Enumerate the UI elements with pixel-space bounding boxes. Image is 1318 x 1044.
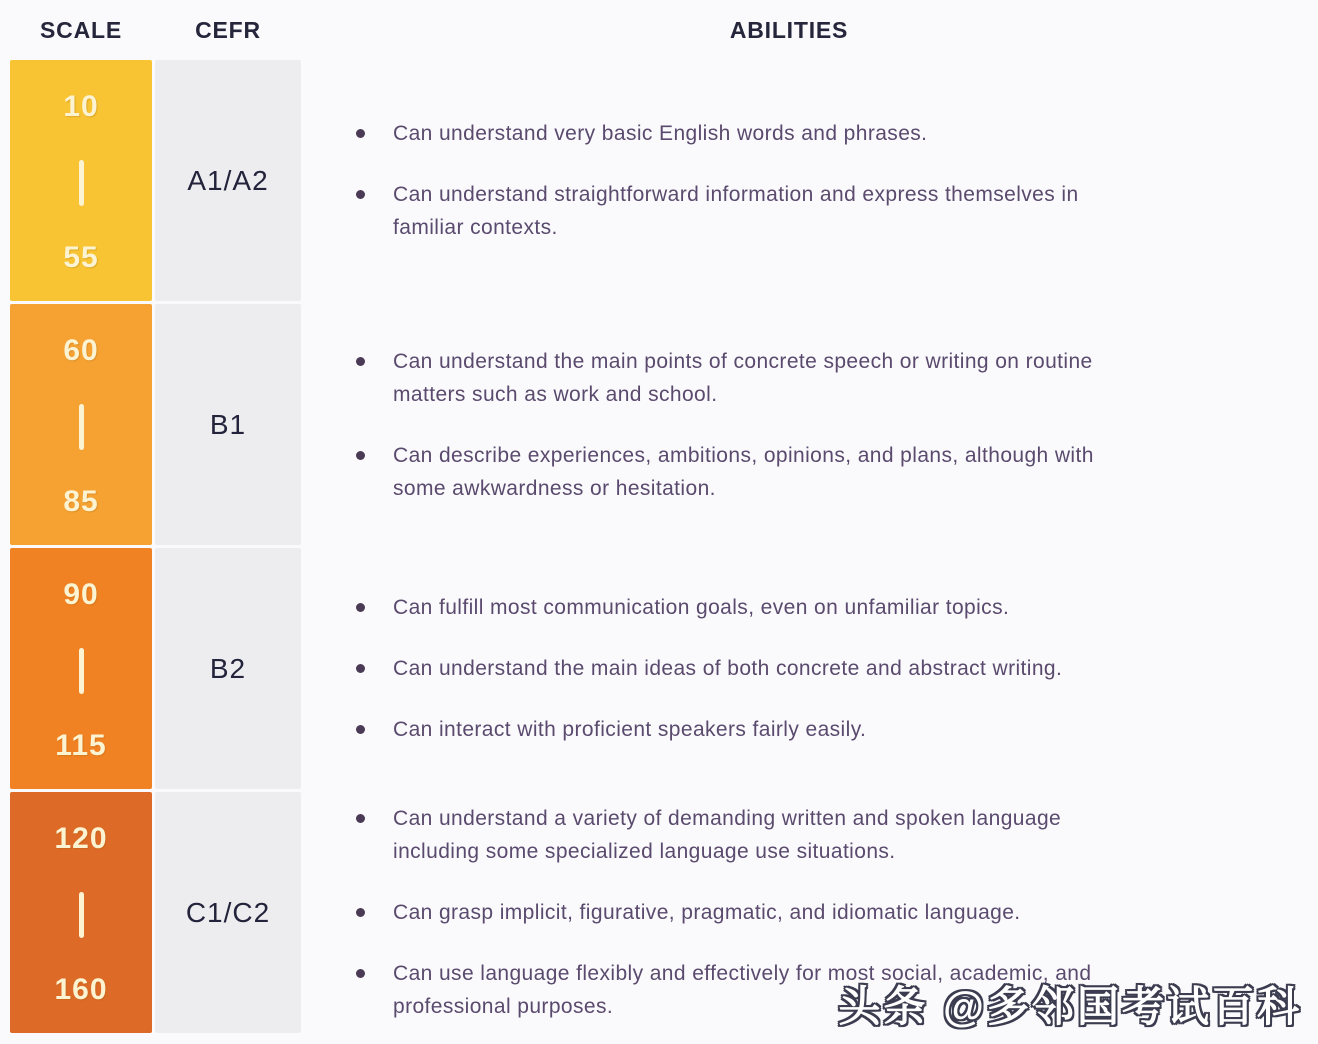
abilities-cell [304, 304, 1318, 545]
scale-max-value: 85 [63, 485, 99, 518]
bullet-dot-icon [356, 664, 365, 673]
header-scale: SCALE [40, 16, 122, 43]
cefr-level-cell [155, 792, 301, 1033]
bullet-dot-icon [356, 451, 365, 460]
ability-text: Can understand very basic English words and phrases. [393, 122, 928, 145]
range-dash-icon [79, 648, 84, 694]
ability-text: Can grasp implicit, figurative, pragmatic, and idiomatic language. [393, 901, 1021, 924]
scale-max-value: 115 [55, 729, 107, 762]
ability-text: Can describe experiences, ambitions, opinions, and plans, although with some awkwardness or hesitation. [393, 443, 1094, 500]
ability-item [356, 178, 1278, 244]
ability-text: Can fulfill most communication goals, even on unfamiliar topics. [393, 596, 1010, 619]
table-row [10, 548, 1318, 789]
watermark: 头条 @多邻国考试百科 [838, 983, 1302, 1030]
scale-range-cell [10, 548, 152, 789]
ability-item [356, 345, 1278, 411]
ability-text: Can understand straightforward information and express themselves in familiar contexts. [393, 183, 1079, 239]
bullet-dot-icon [356, 357, 365, 366]
ability-text: Can understand the main points of concrete speech or writing on routine matters such as work and school. [393, 349, 1093, 406]
table-row [10, 60, 1318, 301]
range-dash-icon [79, 160, 84, 206]
ability-item [356, 439, 1278, 505]
abilities-cell [304, 60, 1318, 301]
bullet-dot-icon [356, 603, 365, 612]
scale-min-value: 10 [63, 90, 99, 123]
ability-text: Can understand a variety of demanding written and spoken language including some specialized language use situations. [393, 807, 1062, 863]
ability-text: Can understand the main ideas of both concrete and abstract writing. [393, 657, 1063, 680]
ability-item [356, 117, 1278, 150]
range-dash-icon [79, 404, 84, 450]
ability-item [356, 652, 1278, 685]
cefr-level-cell [155, 60, 301, 301]
cefr-level-label: B2 [209, 652, 247, 684]
bullet-dot-icon [356, 969, 365, 978]
cefr-level-cell [155, 548, 301, 789]
scale-min-value: 90 [63, 578, 99, 611]
range-dash-icon [79, 892, 84, 938]
ability-item [356, 713, 1278, 746]
header-cefr: CEFR [195, 16, 261, 43]
scale-max-value: 55 [63, 241, 99, 274]
bullet-dot-icon [356, 908, 365, 917]
bullet-dot-icon [356, 814, 365, 823]
header-abilities: ABILITIES [729, 16, 849, 43]
cefr-level-label: B1 [209, 408, 247, 440]
ability-text: Can use language flexibly and effectively for most social, academic, and professional purposes. [393, 962, 1092, 1018]
cefr-level-label: C1/C2 [185, 896, 271, 928]
ability-text: Can interact with proficient speakers fairly easily. [393, 718, 867, 741]
cefr-level-label: A1/A2 [187, 164, 269, 196]
table-header [0, 0, 1318, 60]
scale-range-cell [10, 60, 152, 301]
bullet-dot-icon [356, 129, 365, 138]
scale-range-cell [10, 792, 152, 1033]
ability-item [356, 591, 1278, 624]
scale-min-value: 120 [54, 822, 108, 855]
scale-range-cell [10, 304, 152, 545]
scale-min-value: 60 [63, 334, 99, 367]
table-rows [0, 60, 1318, 1033]
bullet-dot-icon [356, 190, 365, 199]
ability-item [356, 802, 1278, 868]
bullet-dot-icon [356, 725, 365, 734]
table-row [10, 304, 1318, 545]
cefr-level-cell [155, 304, 301, 545]
scale-max-value: 160 [54, 973, 108, 1006]
abilities-cell [304, 548, 1318, 789]
ability-item [356, 896, 1278, 929]
